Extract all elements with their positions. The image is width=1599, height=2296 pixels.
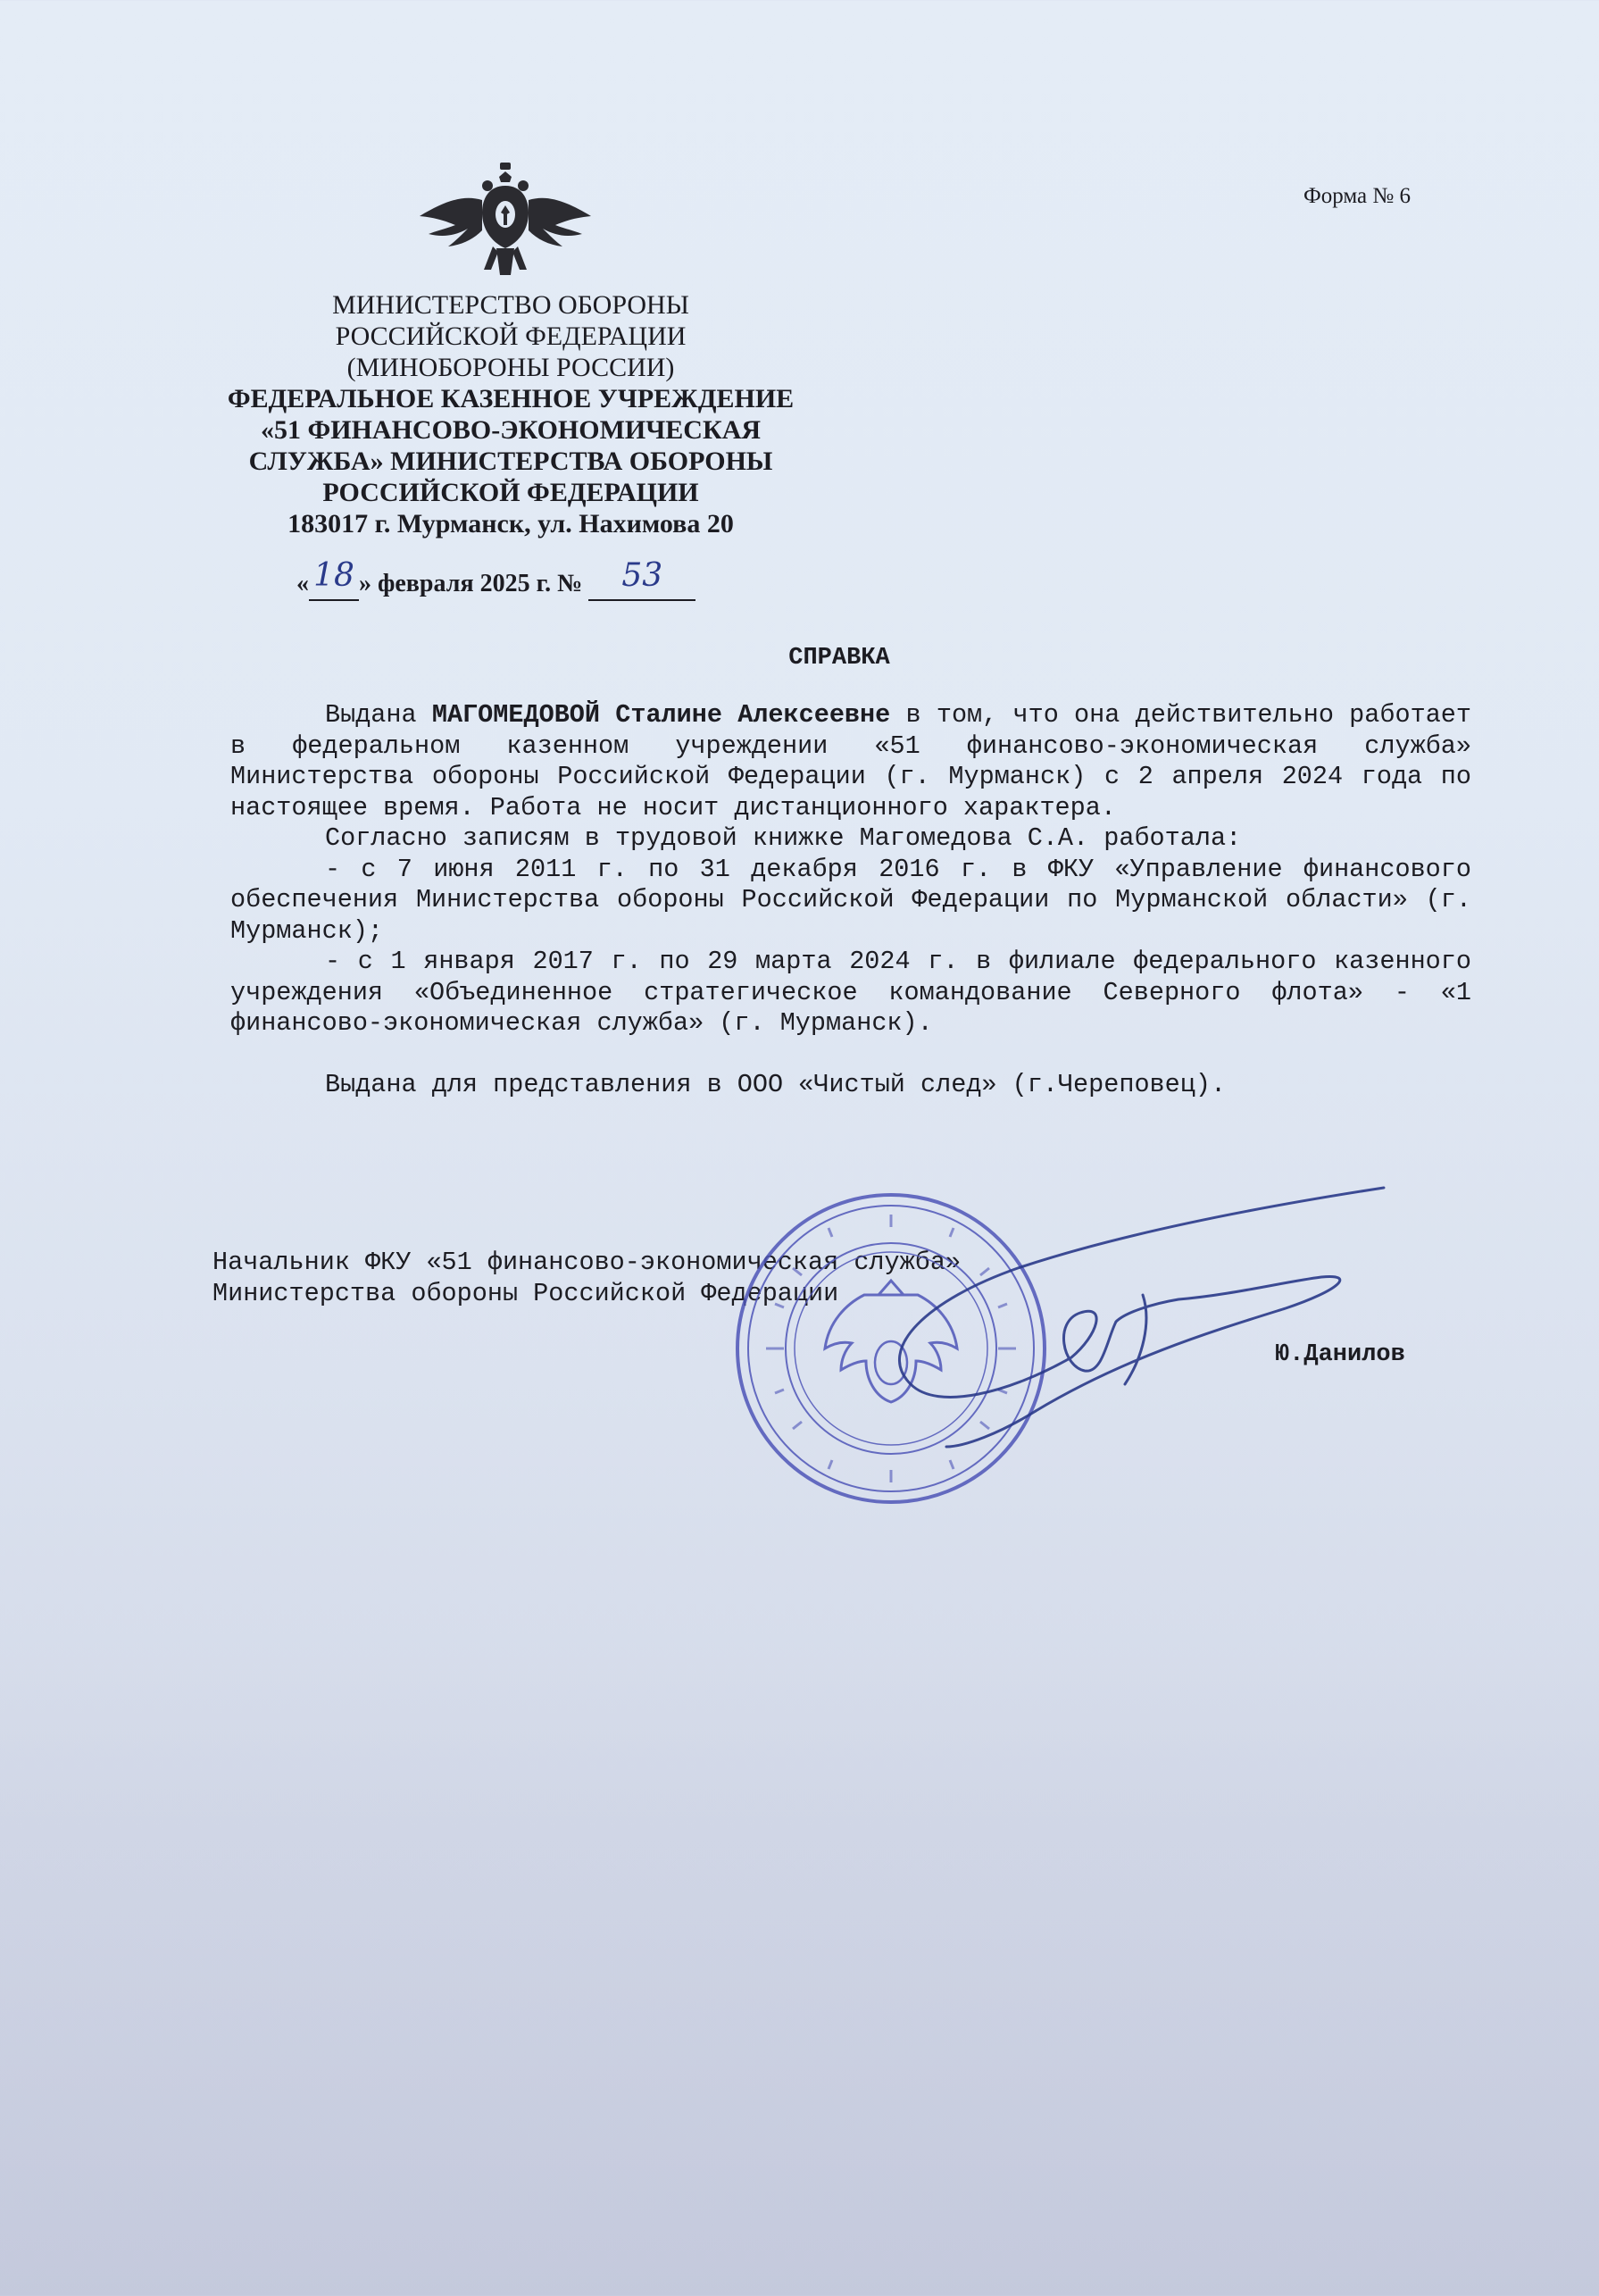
- registration-line: [296, 557, 695, 601]
- ministry-line: (МИНОБОРОНЫ РОССИИ): [346, 353, 675, 382]
- eagle-emblem-icon: [416, 159, 595, 288]
- organization-header: [198, 289, 823, 539]
- paragraph-records: Согласно записям в трудовой книжке Магомедова С.А. работала:: [325, 823, 1242, 853]
- institution-line: РОССИЙСКОЙ ФЕДЕРАЦИИ: [322, 478, 699, 507]
- address: 183017 г. Мурманск, ул. Нахимова 20: [287, 509, 734, 539]
- paper-shadow: [0, 1652, 1599, 2296]
- document-title: СПРАВКА: [788, 645, 890, 672]
- paragraph-issued: Выдана МАГОМЕДОВОЙ Сталине Алексеевне в том, что она действительно работает в федеральном казенном учреждении «51 финансово-экономическая служба» Министерства обороны Российской Федерации (г. Мурманск) с 2 апреля 2024 года по настоящее время. Работа не носит дистанционного характера.: [230, 700, 1471, 822]
- close-quote: »: [359, 570, 371, 597]
- month-year: февраля 2025 г. №: [378, 570, 583, 597]
- employee-name: МАГОМЕДОВОЙ Сталине Алексеевне: [431, 700, 891, 730]
- institution-line: ФЕДЕРАЛЬНОЕ КАЗЕННОЕ УЧРЕЖДЕНИЕ: [227, 384, 795, 413]
- paragraph-employment-1: - с 7 июня 2011 г. по 31 декабря 2016 г. в ФКУ «Управление финансового обеспечения Министерства обороны Российской Федерации по Мурманской области» (г. Мурманск);: [230, 854, 1471, 946]
- document-body: [230, 700, 1471, 1100]
- day-field: [309, 557, 359, 601]
- signatory-position: Начальник ФКУ «51 финансово-экономическая служба»: [212, 1248, 962, 1277]
- institution-line: СЛУЖБА» МИНИСТЕРСТВА ОБОРОНЫ: [248, 447, 773, 476]
- day-handwritten: 18: [313, 557, 354, 594]
- ministry-line: МИНИСТЕРСТВО ОБОРОНЫ: [332, 290, 689, 320]
- handwritten-signature-icon: [857, 1179, 1393, 1465]
- number-field: [588, 557, 695, 601]
- form-number: Форма № 6: [1303, 184, 1411, 208]
- institution-line: «51 ФИНАНСОВО-ЭКОНОМИЧЕСКАЯ: [260, 415, 762, 445]
- ministry-line: РОССИЙСКОЙ ФЕДЕРАЦИИ: [335, 321, 687, 351]
- signatory-ministry: Министерства обороны Российской Федерации: [212, 1278, 839, 1308]
- number-handwritten: 53: [621, 557, 663, 594]
- open-quote: «: [296, 570, 309, 597]
- paragraph-employment-2: - с 1 января 2017 г. по 29 марта 2024 г. в филиале федерального казенного учреждения «Объединенное стратегическое командование Северного флота» - «1 финансово-экономическая служба» (г. Мурманск).: [230, 947, 1471, 1038]
- signer-name: Ю.Данилов: [1275, 1341, 1405, 1368]
- paragraph-purpose: Выдана для представления в ООО «Чистый след» (г.Череповец).: [325, 1069, 1227, 1099]
